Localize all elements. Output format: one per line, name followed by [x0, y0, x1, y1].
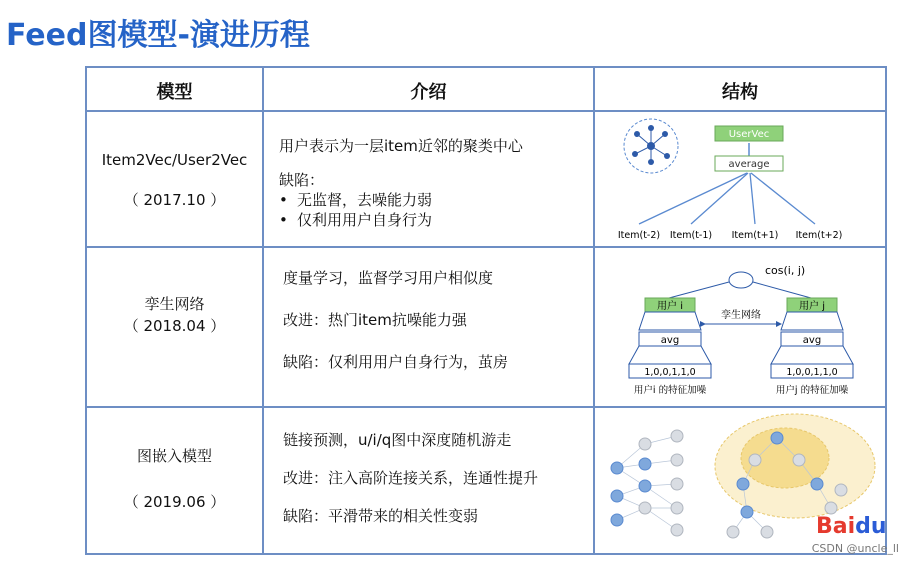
trapezoid: [629, 346, 711, 364]
trapezoid: [781, 312, 843, 330]
model-date: （ 2017.10 ）: [123, 191, 226, 209]
intro-line: 度量学习，监督学习用户相似度: [283, 269, 494, 287]
intro-line: 用户表示为一层item近邻的聚类中心: [279, 137, 523, 155]
siamese-diagram: [595, 248, 885, 406]
item-label: Item(t-1): [669, 230, 713, 241]
evolution-table: [85, 66, 887, 555]
model-name: 孪生网络: [144, 295, 205, 313]
bullet-text: 无监督，去噪能力弱: [297, 191, 433, 209]
uservec-label: UserVec: [728, 129, 770, 140]
bullet-text: 仅利用用户自身行为: [297, 211, 433, 229]
model-date: （ 2018.04 ）: [123, 317, 226, 335]
item-label: Item(t-2): [617, 230, 661, 241]
bullet-item: • 仅利用用户自身行为: [279, 211, 433, 229]
item-label: Item(t+2): [795, 230, 843, 241]
item-label: Item(t+1): [731, 230, 779, 241]
avg-label: avg: [660, 335, 680, 346]
intro-line: 缺陷：仅利用用户自身行为，茧房: [283, 353, 509, 371]
header-structure: 结构: [722, 82, 758, 103]
intro-line: 改进：注入高阶连接关系，连通性提升: [283, 469, 539, 487]
caption-i: 用户i 的特征加噪: [633, 385, 707, 396]
intro-line: 缺陷：: [279, 171, 325, 189]
trapezoid: [771, 346, 853, 364]
model-name: 图嵌入模型: [136, 447, 212, 465]
intro-line: 链接预测，u/i/q图中深度随机游走: [283, 431, 512, 449]
header-model: 模型: [156, 82, 193, 103]
page-title: Feed图模型-演进历程: [6, 18, 310, 53]
vector-label: 1,0,0,1,1,0: [644, 367, 696, 378]
baidu-logo: Baidu: [816, 514, 887, 539]
model-name: Item2Vec/User2Vec: [101, 151, 248, 169]
trapezoid: [639, 312, 701, 330]
vector-label: 1,0,0,1,1,0: [786, 367, 838, 378]
intro-line: 改进：热门item抗噪能力强: [283, 311, 467, 329]
user-j-label: 用户 j: [799, 301, 825, 312]
model-date: （ 2019.06 ）: [123, 493, 226, 511]
siamese-label: 孪生网络: [721, 310, 761, 321]
intro-line: 缺陷：平滑带来的相关性变弱: [283, 507, 479, 525]
average-label: average: [728, 159, 770, 170]
watermark: CSDN @uncle_ll: [811, 542, 899, 555]
intro-text: [283, 268, 588, 372]
table-divider: [262, 68, 264, 553]
caption-j: 用户j 的特征加噪: [775, 385, 849, 396]
cos-node: [729, 272, 753, 288]
header-intro: 介绍: [410, 82, 447, 103]
bullet-item: • 无监督，去噪能力弱: [279, 191, 433, 209]
avg-label: avg: [802, 335, 822, 346]
item2vec-diagram: [595, 112, 885, 246]
intro-text: [279, 136, 589, 230]
intro-text: [283, 430, 588, 526]
cos-label: cos(i, j): [765, 264, 806, 277]
user-i-label: 用户 i: [657, 301, 683, 312]
